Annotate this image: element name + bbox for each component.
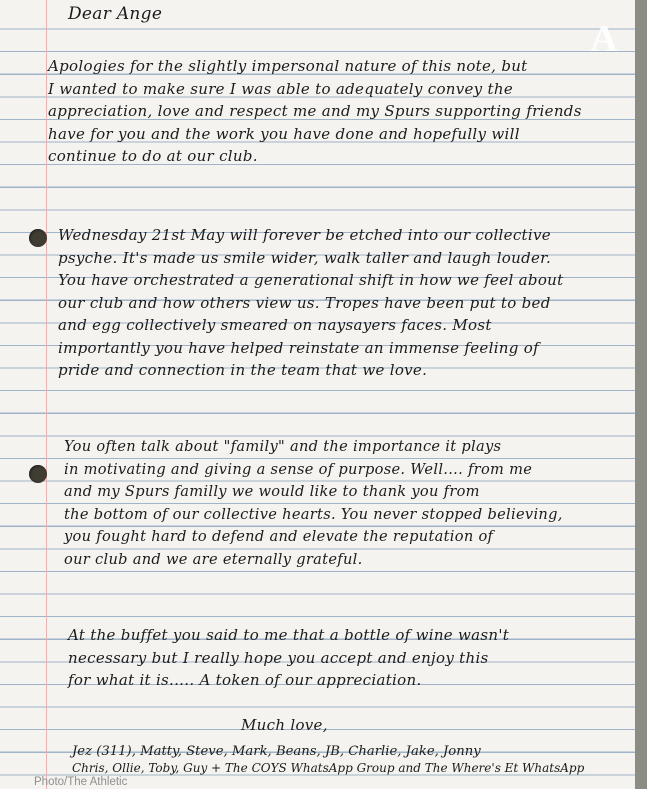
paragraph-1 bbox=[48, 55, 582, 168]
text-line: and my Spurs familly we would like to thank you from bbox=[64, 483, 480, 500]
text-line: appreciation, love and respect me and my Spurs supporting friends bbox=[48, 102, 582, 120]
margin-line bbox=[46, 0, 47, 789]
text-line: for what it is..... A token of our appreciation. bbox=[68, 671, 422, 689]
text-line: psyche. It's made us smile wider, walk taller and laugh louder. bbox=[58, 248, 552, 267]
text-line: continue to do at our club. bbox=[48, 147, 258, 165]
binder-hole bbox=[29, 229, 47, 247]
the-athletic-logo: A bbox=[590, 18, 618, 60]
text-line: our club and we are eternally grateful. bbox=[64, 550, 363, 568]
closing: Much love, bbox=[241, 716, 328, 734]
text-line: You often talk about "family" and the importance it plays bbox=[64, 438, 502, 455]
text-line: Wednesday 21st May will forever be etched into our collective bbox=[58, 226, 551, 244]
signature-line: Chris, Ollie, Toby, Guy + The COYS WhatsApp Group and The Where's Et WhatsApp bbox=[72, 761, 585, 775]
text-line: necessary but I really hope you accept and enjoy this bbox=[68, 648, 489, 667]
photo-credit: Photo/The Athletic bbox=[34, 776, 128, 788]
text-line: and egg collectively smeared on naysayers faces. Most bbox=[58, 316, 492, 334]
greeting: Dear Ange bbox=[68, 4, 163, 24]
text-line: the bottom of our collective hearts. You never stopped believing, bbox=[64, 505, 563, 523]
text-line: you fought hard to defend and elevate the reputation of bbox=[64, 528, 494, 545]
text-line: At the buffet you said to me that a bottle of wine wasn't bbox=[68, 626, 510, 644]
paragraph-4 bbox=[68, 624, 509, 692]
signatures bbox=[72, 743, 584, 777]
text-line: our club and how others view us. Tropes have been put to bed bbox=[58, 293, 551, 312]
text-line: have for you and the work you have done and hopefully will bbox=[48, 124, 520, 143]
paragraph-2 bbox=[58, 224, 563, 382]
paragraph-3 bbox=[64, 436, 563, 571]
text-line: I wanted to make sure I was able to adequately convey the bbox=[48, 79, 513, 98]
text-line: You have orchestrated a generational shift in how we feel about bbox=[58, 271, 564, 289]
text-line: Apologies for the slightly impersonal nature of this note, but bbox=[48, 57, 528, 75]
text-line: pride and connection in the team that we love. bbox=[58, 361, 428, 379]
binder-hole bbox=[29, 465, 47, 483]
signature-line: Jez (311), Matty, Steve, Mark, Beans, JB, Charlie, Jake, Jonny bbox=[72, 744, 481, 759]
text-line: in motivating and giving a sense of purpose. Well.... from me bbox=[64, 460, 533, 478]
text-line: importantly you have helped reinstate an immense feeling of bbox=[58, 338, 539, 357]
